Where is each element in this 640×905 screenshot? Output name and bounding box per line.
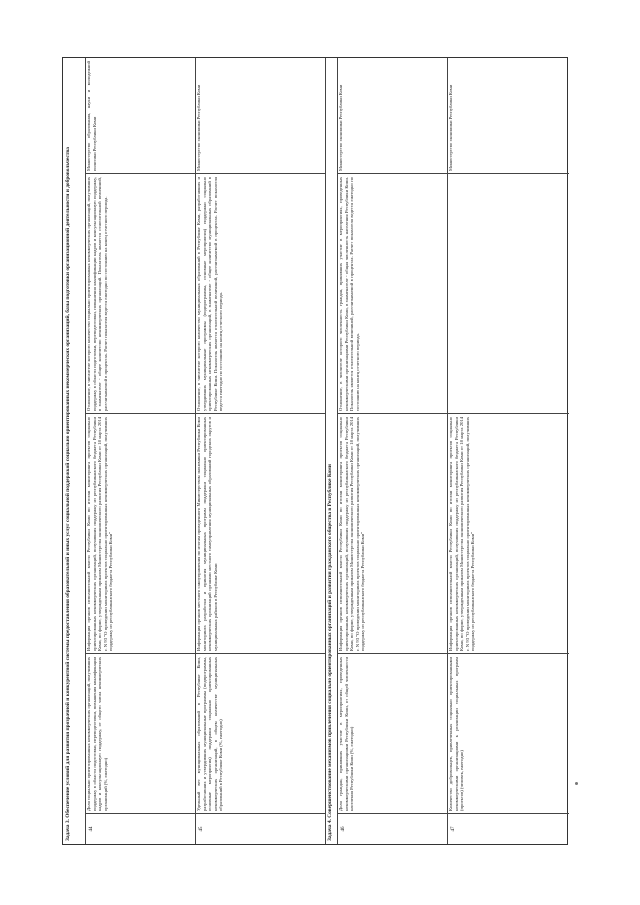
row-number: 47	[451, 826, 456, 832]
method-cell: Отношение, в числителе которого количество муниципальных образований в Республике Коми, разработавших и утвердивших муниципальные программы (подпрограммы, основные мероприятия) поддержки социально ориентированных некоммерческих организаций, в знаменателе - общее количество муниципальных образований в Республике Коми. Показатель является относительной величиной, рассчитываемой в процентах. Расчет показателя ведется ежегодно по состоянию на конец отчетного периода.	[196, 177, 224, 411]
method-cell	[447, 174, 567, 414]
row-number: 45	[199, 826, 204, 832]
indicators-table	[62, 57, 568, 845]
goal-heading: Задача 3. Обеспечение условий для развития прозрачной и конкурентной системы предоставления образовательной и иных услуг социальной поддержкой социально ориентированных некоммерческих организаций, базы подготовки организационной деятельности и добровольчества	[65, 147, 71, 841]
source-cell: Информация органов исполнительной власти Республики Коми по итогам мониторинга проектов социально ориентированных некоммерческих организаций, получивших поддержку из республиканского бюджета Республики Коми, по форме, утвержденным приказом Министерства экономического развития Республики Коми от 18 марта 2014 г. N 93 "О проведении мониторинга проектов социально ориентированных некоммерческих организаций, получивших поддержку из республиканского бюджета Республики Коми"	[448, 417, 476, 651]
method-cell: Отношение, в числителе которого численность граждан, принявших участие в мероприятиях, проведенных некоммерческими организациями Республики Коми, в знаменателе - общая численность населения Республики Коми. Показатель является относительной величиной, рассчитываемой в процентах. Расчет показателя ведется ежегодно по состоянию на конец отчетного периода.	[338, 177, 360, 411]
row-number: 46	[341, 826, 346, 832]
indicator-cell: Доля граждан, принявших участие в мероприятиях, проведенных некоммерческими организациями Республики Коми, от общей численности населения Республики Коми (%, ежегодно)	[338, 657, 355, 811]
indicator-cell: Удельный вес муниципальных образований в Республике Коми, разработавших и утвердивших муниципальные программы (подпрограммы, основные мероприятия) поддержки социально ориентированных некоммерческих организаций, в общем количестве муниципальных образований в Республике Коми (%, ежегодно)	[196, 657, 224, 811]
method-cell: Отношение, в числителе которого количество социально ориентированных некоммерческих организаций, получивших поддержку в области подготовки, переподготовки, повышения квалификации кадров и консультационную поддержку, в знаменателе - общее количество некоммерческих организаций. Показатель является относительной величиной, рассчитываемой в процентах. Расчет показателя ведется ежегодно по состоянию на конец отчетного периода.	[86, 177, 108, 411]
row-number: 44	[89, 826, 94, 832]
source-cell: Информация органов исполнительной власти Республики Коми по итогам мониторинга проектов социально ориентированных некоммерческих организаций, получивших поддержку из республиканского бюджета Республики Коми, по форме, утвержденным приказом Министерства экономического развития Республики Коми от 18 марта 2014 г. N 93 "О проведении мониторинга проектов социально ориентированных некоммерческих организаций, получивших поддержку из республиканского бюджета Республики Коми"	[338, 417, 366, 651]
responsible-cell: Министерство образования, науки и молодежной политики Республики Коми	[86, 61, 97, 171]
source-cell: Информация органов исполнительной власти Республики Коми по итогам мониторинга проектов социально ориентированных некоммерческих организаций, получивших поддержку из республиканского бюджета Республики Коми, по форме, утвержденным приказом Министерства экономического развития Республики Коми от 18 марта 2014 г. N 93 "О проведении мониторинга проектов социально ориентированных некоммерческих организаций, получивших поддержку из республиканского бюджета Республики Коми"	[86, 417, 114, 651]
source-cell: Информация органов местного самоуправления по итогам проведенного Министерством экономики Республики Коми мониторинга разработки и принятия муниципальных программ поддержки социально ориентированных некоммерческих организаций органами местного самоуправления муниципальных образований городских округов и муниципальных районов в Республике Коми	[196, 417, 218, 651]
responsible-cell: Министерство экономики Республики Коми	[448, 84, 453, 171]
indicator-cell: Количество добровольцев, привлеченных социально ориентированными некоммерческими организациями к реализации социальных программ (проектов) (человек, ежегодно)	[448, 657, 465, 811]
responsible-cell: Министерство экономики Республики Коми	[196, 84, 201, 171]
scan-speck	[575, 782, 578, 785]
task-heading: Задача 4. Совершенствование механизмов привлечения социально ориентированных организаций и развития гражданского общества в Республике Коми	[327, 464, 333, 841]
responsible-cell: Министерство экономики Республики Коми	[338, 84, 343, 171]
indicator-cell: Доля социально ориентированных некоммерческих организаций, получивших поддержку в области подготовки, переподготовки, повышения квалификации кадров и консультационную поддержку, от общего числа некоммерческих организаций (%, ежегодно)	[86, 657, 108, 811]
